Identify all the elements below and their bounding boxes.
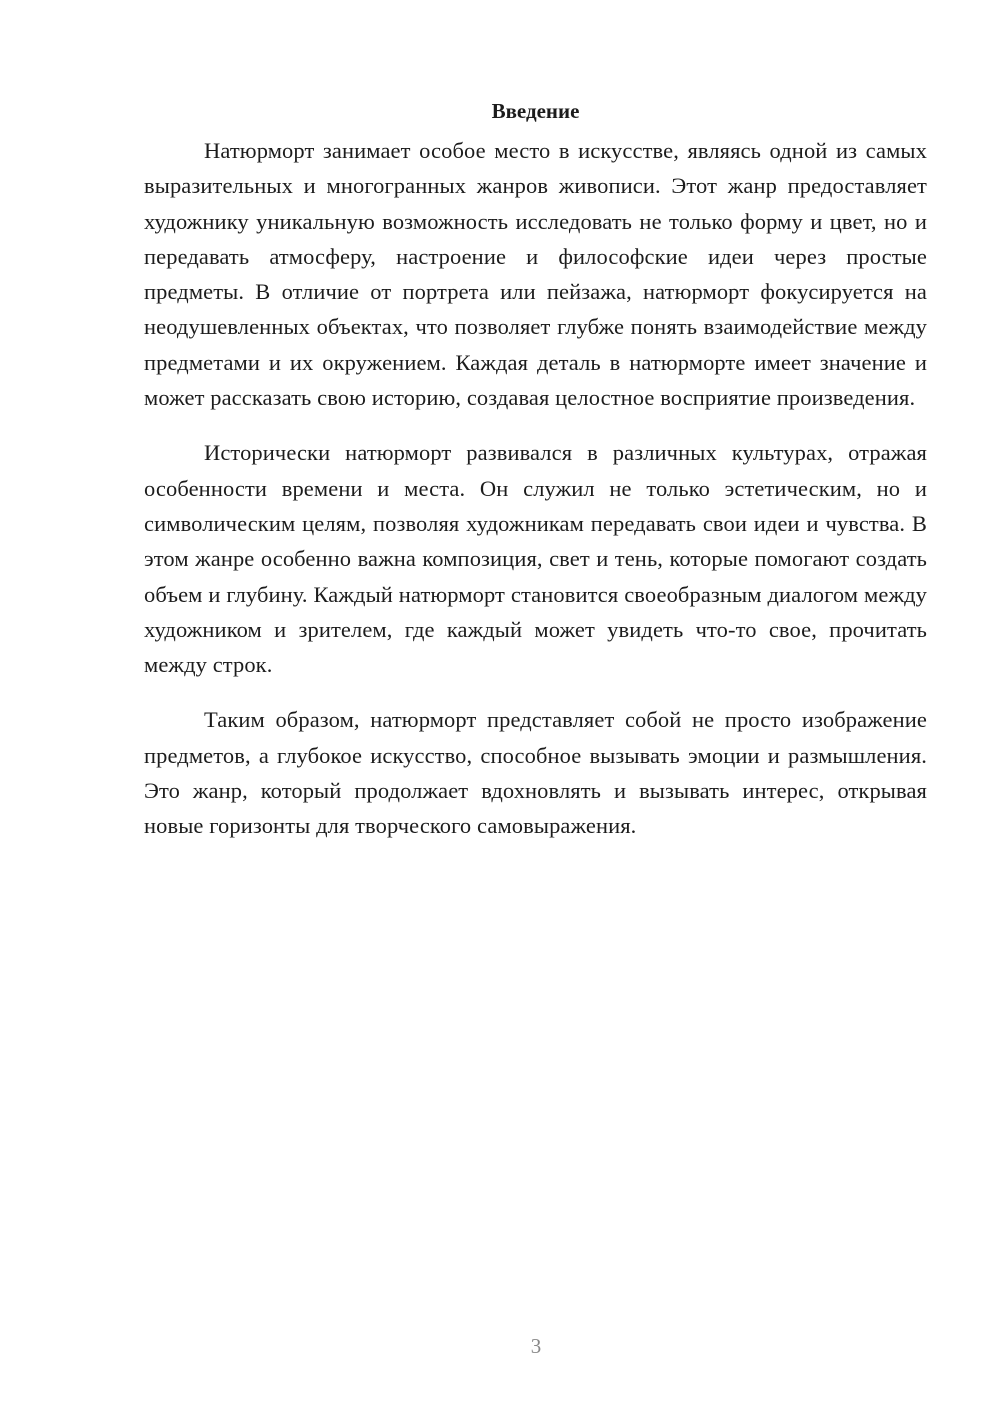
paragraph-3: Таким образом, натюрморт представляет собой не просто изображение предметов, а глубокое искусство, способное вызывать эмоции и размышления. Это жанр, который продолжает вдохновлять и вызывать интерес, открывая новые горизонты для творческого самовыражения. <box>144 707 927 839</box>
paragraph-1: Натюрморт занимает особое место в искусстве, являясь одной из самых выразительных и многогранных жанров живописи. Этот жанр предоставляет художнику уникальную возможность исследовать не только форму и цвет, но и передавать атмосферу, настроение и философские идеи через простые предметы. В отличие от портрета или пейзажа, натюрморт фокусируется на неодушевленных объектах, что позволяет глубже понять взаимодействие между предметами и их окружением. Каждая деталь в натюрморте имеет значение и может рассказать свою историю, создавая целостное восприятие произведения. <box>144 138 927 411</box>
paragraph-2: Исторически натюрморт развивался в различных культурах, отражая особенности времени и места. Он служил не только эстетическим, но и символическим целям, позволяя художникам передавать свои идеи и чувства. В этом жанре особенно важна композиция, свет и тень, которые помогают создать объем и глубину. Каждый натюрморт становится своеобразным диалогом между художником и зрителем, где каждый может увидеть что-то свое, прочитать между строк. <box>144 440 927 678</box>
section-heading: Введение <box>491 99 580 123</box>
page-number: 3 <box>530 1334 542 1358</box>
document-body <box>144 93 927 864</box>
